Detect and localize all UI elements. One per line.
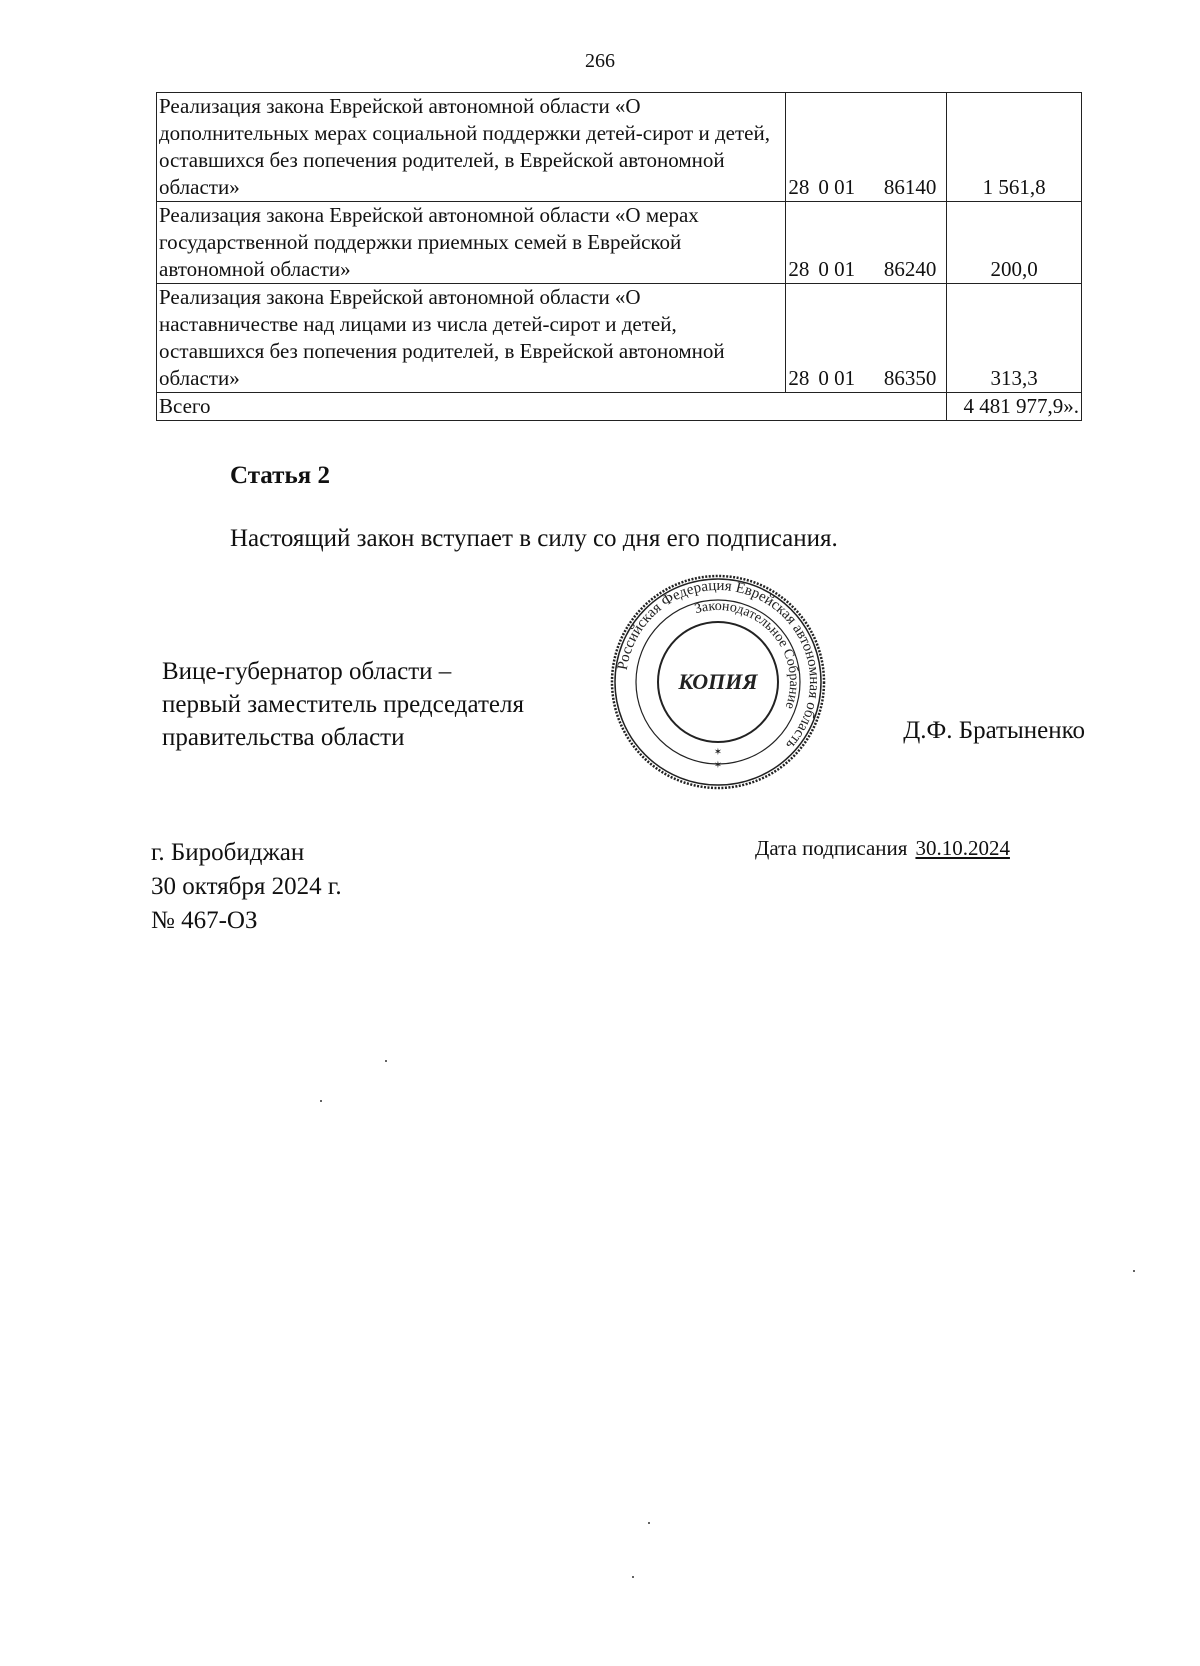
row-code [786, 93, 947, 202]
code-b: 0 01 [818, 366, 856, 390]
budget-table [156, 92, 1082, 421]
code-c: 86140 [883, 175, 937, 199]
signing-date-label: Дата подписания [755, 836, 908, 860]
row-name: Реализация закона Еврейской автономной области «О наставничестве над лицами из числа детей-сирот и детей, оставшихся без попечения родителей, в Еврейской автономной области» [157, 284, 786, 393]
star-icon: ✶ [713, 760, 723, 771]
code-c: 86350 [883, 366, 937, 390]
row-name: Реализация закона Еврейской автономной области «О мерах государственной поддержки приемных семей в Еврейской автономной области» [157, 202, 786, 284]
signer-position [162, 655, 524, 754]
article-text: Настоящий закон вступает в силу со дня его подписания. [230, 525, 838, 552]
code-a: 28 [788, 175, 810, 199]
city: г. Биробиджан [151, 839, 305, 866]
scan-speck [320, 1100, 322, 1102]
article-title: Статья 2 [230, 462, 330, 489]
row-code [786, 284, 947, 393]
scan-speck [385, 1060, 387, 1062]
code-b: 0 01 [818, 175, 856, 199]
code-a: 28 [788, 366, 810, 390]
scan-speck [648, 1522, 650, 1524]
seal-stamp [608, 572, 828, 792]
row-sum: 1 561,8 [947, 93, 1082, 202]
scan-speck [1133, 1270, 1135, 1272]
law-date: 30 октября 2024 г. [151, 873, 342, 900]
row-sum: 313,3 [947, 284, 1082, 393]
row-name: Реализация закона Еврейской автономной области «О дополнительных мерах социальной поддержки детей-сирот и детей, оставшихся без попечения родителей, в Еврейской автономной области» [157, 93, 786, 202]
place-block [151, 836, 342, 938]
code-b: 0 01 [818, 257, 856, 281]
signer-position-line: первый заместитель председателя [162, 691, 524, 718]
law-number: № 467-ОЗ [151, 907, 258, 934]
signer-name: Д.Ф. Братыненко [903, 717, 1085, 744]
stamp-center-text: КОПИЯ [678, 669, 758, 694]
stamp-outer-text: Российская Федерация Еврейская автономная область [614, 577, 823, 753]
table-row [157, 93, 1082, 202]
star-icon: ✶ [713, 747, 723, 758]
total-label: Всего [157, 393, 947, 421]
table-row [157, 284, 1082, 393]
table-row [157, 202, 1082, 284]
code-a: 28 [788, 257, 810, 281]
signing-date-value: 30.10.2024 [915, 836, 1010, 860]
table-total-row [157, 393, 1082, 421]
total-sum: 4 481 977,9». [947, 393, 1082, 421]
row-code [786, 202, 947, 284]
stamp-inner-text: Законодательное Собрание [692, 598, 802, 711]
page-number: 266 [585, 50, 615, 72]
row-sum: 200,0 [947, 202, 1082, 284]
scan-speck [632, 1576, 634, 1578]
code-c: 86240 [883, 257, 937, 281]
signer-position-line: Вице-губернатор области – [162, 658, 452, 685]
signer-position-line: правительства области [162, 724, 405, 751]
signing-date [755, 836, 1010, 861]
